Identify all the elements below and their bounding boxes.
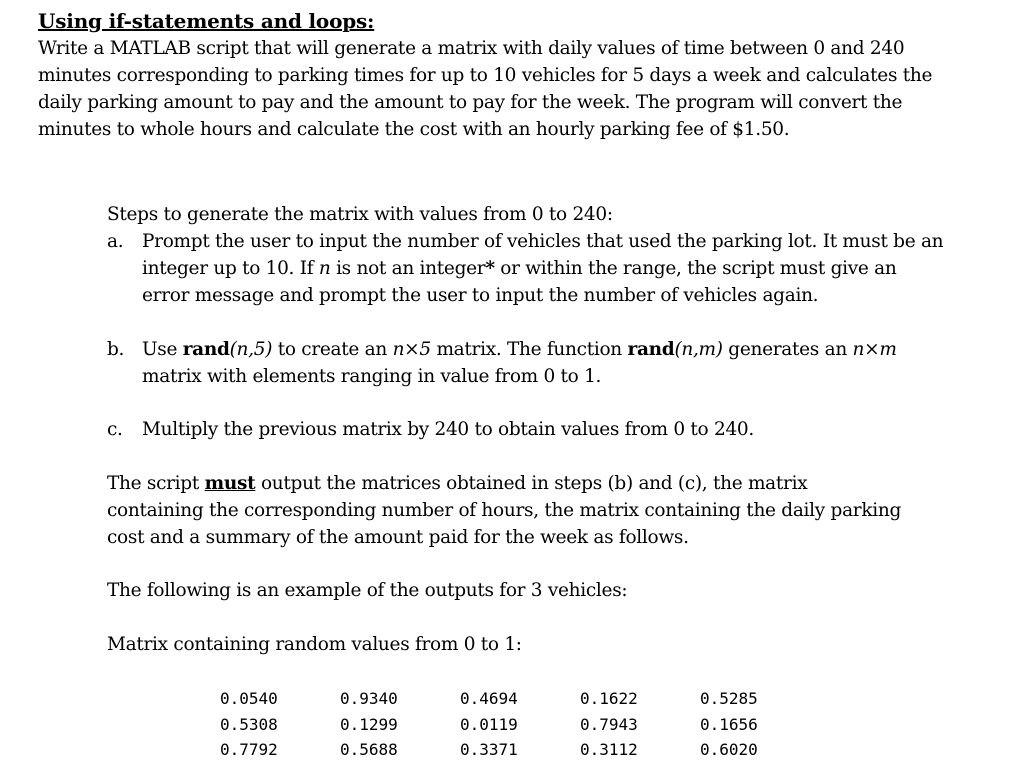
matrix-cell: 0.5308 [220,714,278,734]
step-a-text: Prompt the user to input the number of vehicles that used the parking lot. It must be an integer up to 10. If n is not an integer* or within the range, the script must give an error message and prompt the user to input the number of vehicles again. [142,231,944,306]
matrix-cell: 0.6020 [700,740,758,759]
page-heading: Using if-statements and loops: [38,9,375,33]
step-c-marker: c. [107,419,123,440]
matrix-cell: 0.1656 [700,714,758,734]
matrix-cell: 0.7943 [580,714,638,734]
output-note: The script must output the matrices obtained in steps (b) and (c), the matrix containing the corresponding number of hours, the matrix containing the daily parking cost and a summary of the amount paid for the week as follows. [107,473,902,548]
matrix-cell: 0.9340 [340,689,398,708]
step-b-marker: b. [107,339,125,360]
matrix-label: Matrix containing random values from 0 to 1: [107,634,522,655]
step-c-text: Multiply the previous matrix by 240 to obtain values from 0 to 240. [142,419,754,440]
intro-paragraph: Write a MATLAB script that will generate a matrix with daily values of time between 0 and 240 minutes corresponding to parking times for up to 10 vehicles for 5 days a week and calculates the daily parking amount to pay and the amount to pay for the week. The program will convert the minutes to whole hours and calculate the cost with an hourly parking fee of $1.50. [38,38,933,140]
matrix-cell: 0.4694 [460,689,518,708]
matrix-cell: 0.1622 [580,689,638,708]
example-line: The following is an example of the outputs for 3 vehicles: [107,580,628,601]
step-b [107,336,947,390]
document-page [38,8,998,143]
matrix-cell: 0.0540 [220,689,278,708]
matrix-row [220,737,820,763]
matrix-cell: 0.0119 [460,714,518,734]
step-a-marker: a. [107,231,124,252]
matrix-cell: 0.7792 [220,740,278,759]
steps-heading: Steps to generate the matrix with values from 0 to 240: [107,204,613,225]
matrix-cell: 0.5285 [700,689,758,708]
step-b-text: Use rand(n,5) to create an n×5 matrix. The function rand(n,m) generates an n×m matrix with elements ranging in value from 0 to 1. [142,339,897,387]
matrix-cell: 0.5688 [340,740,398,759]
matrix-cell: 0.1299 [340,714,398,734]
random-values-matrix [220,686,820,763]
step-a [107,228,947,309]
matrix-row [220,712,820,738]
matrix-row [220,686,820,712]
matrix-cell: 0.3371 [460,740,518,759]
step-c [107,416,947,443]
matrix-cell: 0.3112 [580,740,638,759]
